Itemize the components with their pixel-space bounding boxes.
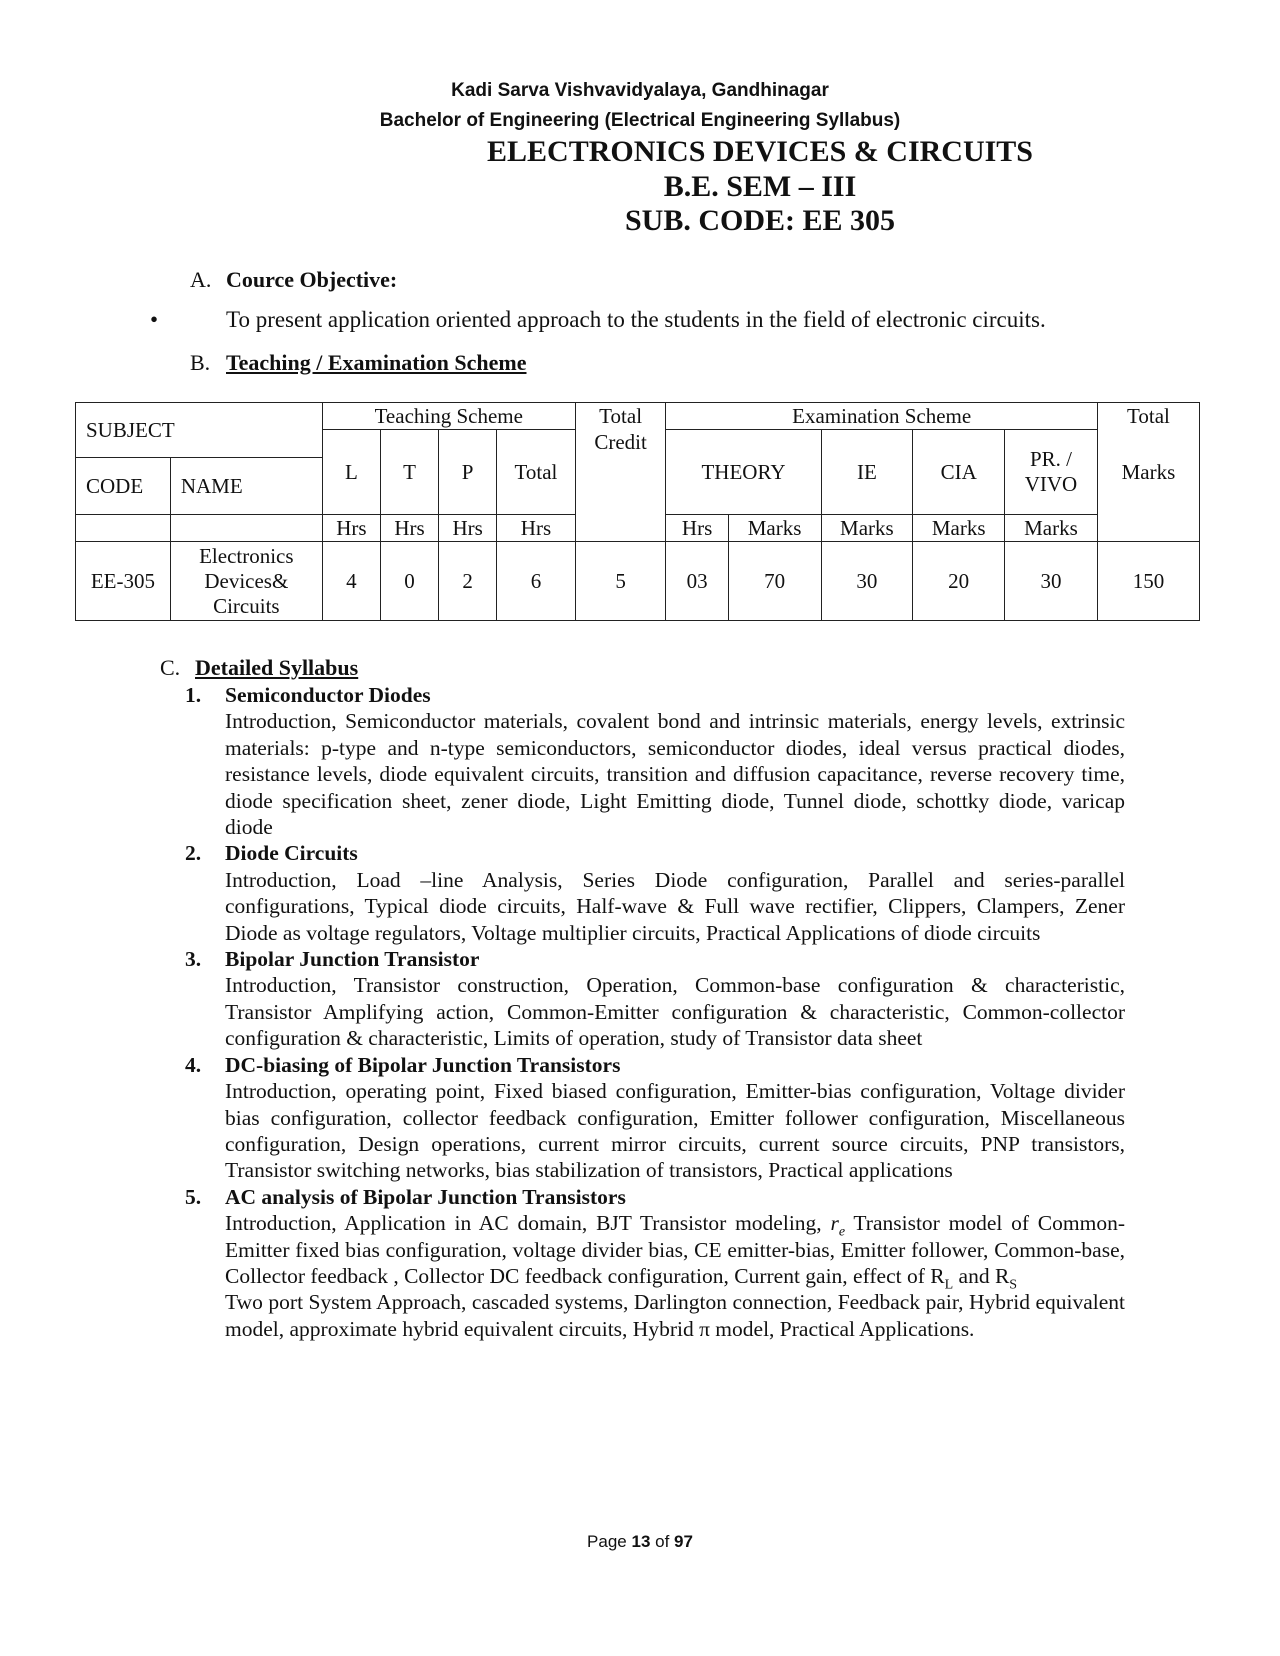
scheme-table [75,402,1200,621]
row-tutorial: 0 [380,542,438,621]
section-b-letter: B. [190,350,211,375]
section-c-title: Detailed Syllabus [195,655,359,680]
row-theory-hrs: 03 [666,542,728,621]
university-name: Kadi Sarva Vishvavidyalaya, Gandhinagar [451,80,829,101]
tutorial-header: T [380,430,438,515]
re-symbol-r: r [830,1211,839,1236]
total-marks-header: Total [1097,403,1199,430]
practical-header: P [439,430,497,515]
list-item [185,1052,1125,1184]
unit-hrs: Hrs [497,515,576,542]
list-item [185,840,1125,946]
unit-body [185,1210,1125,1293]
unit-body: Introduction, Load –line Analysis, Series Diode configuration, Parallel and series-parallel configurations, Typical diode circuits, Half-wave & Full wave rectifier, Clippers, Clampers, Zener Diode as voltage regulators, Voltage multiplier circuits, Practical Applications of diode circuits [225,867,1125,945]
row-total-hours: 6 [497,542,576,621]
code-header: CODE [76,458,171,515]
re-symbol-sub: e [838,1224,846,1240]
row-credit: 5 [575,542,666,621]
total-hours-header: Total [497,430,576,515]
row-practical: 2 [439,542,497,621]
unit-title [185,1184,1125,1210]
unit-title-text: AC analysis of Bipolar Junction Transistors [225,1184,626,1209]
section-b-title: Teaching / Examination Scheme [226,350,527,375]
pr-vivo-line2: VIVO [1024,472,1078,496]
unit-number: 2. [185,841,202,866]
list-item [185,1184,1125,1342]
unit-title-text: DC-biasing of Bipolar Junction Transistors [225,1052,621,1077]
unit-number: 5. [185,1184,202,1209]
unit-marks: Marks [1005,515,1098,542]
page-footer [0,1532,1280,1552]
unit-body-part: Introduction, Application in AC domain, BJT Transistor modeling, [225,1211,831,1236]
unit-number: 1. [185,683,202,707]
unit-number: 4. [185,1052,202,1077]
unit-body-part: and R [953,1263,1010,1288]
page-total: 97 [674,1532,693,1551]
program-name: Bachelor of Engineering (Electrical Engineering Syllabus) [379,110,901,131]
examination-scheme-header: Examination Scheme [666,403,1097,430]
total-credit-header-line1: Total [599,403,643,428]
unit-body: Introduction, Transistor construction, Operation, Common-base configuration & characteristic, Transistor Amplifying action, Common-Emitter configuration & characteristic, Common-collector configuration & characteristic, Limits of operation, study of Transistor data sheet [225,973,1125,1051]
unit-hrs: Hrs [666,515,728,542]
code-unit-blank [76,515,171,542]
row-pr-vivo: 30 [1005,542,1098,621]
total-marks-unit-blank [1097,515,1199,542]
semester-title: B.E. SEM – III [663,170,857,203]
unit-title-text: Diode Circuits [225,841,358,866]
row-name-line2: Devices& [204,568,289,593]
list-item [185,682,1125,840]
syllabus-list [185,682,1125,1342]
unit-title [185,1052,1125,1078]
teaching-scheme-header: Teaching Scheme [322,403,575,430]
unit-marks: Marks [728,515,821,542]
credit-unit-blank [575,515,666,542]
unit-title-text: Bipolar Junction Transistor [225,947,480,972]
section-c-heading [160,655,358,681]
footer-of: of [650,1532,675,1551]
objective-text: To present application oriented approach to the students in the field of electronic circuits. [226,307,1046,332]
subject-code-title: SUB. CODE: EE 305 [624,204,896,237]
unit-hrs: Hrs [322,515,380,542]
unit-marks: Marks [913,515,1005,542]
section-a-heading [190,267,397,293]
total-credit-blank [575,458,666,515]
subscript-l: L [944,1277,954,1293]
total-credit-header [575,403,666,430]
unit-title [185,946,1125,972]
row-cia: 20 [913,542,1005,621]
theory-header: THEORY [666,430,821,515]
bullet-icon: • [150,307,159,332]
subscript-s: S [1009,1277,1018,1293]
name-unit-blank [170,515,322,542]
row-name-line3: Circuits [213,593,280,618]
unit-number: 3. [185,947,202,972]
re-symbol [830,1211,846,1240]
unit-body-paragraph-2: Two port System Approach, cascaded systems, Darlington connection, Feedback pair, Hybrid equivalent model, approximate hybrid equivalent circuits, Hybrid π model, Practical Applications. [225,1290,1125,1341]
footer-prefix: Page [587,1532,632,1551]
unit-body: Introduction, Semiconductor materials, covalent bond and intrinsic materials, energy levels, extrinsic materials: p-type and n-type semiconductors, semiconductor diodes, ideal versus practical diodes, resistance levels, diode equivalent circuits, transition and diffusion capacitance, reverse recovery time, diode specification sheet, zener diode, Light Emitting diode, Tunnel diode, schottky diode, varicap diode [225,709,1125,840]
subject-header: SUBJECT [76,403,323,458]
row-name-line1: Electronics [199,543,294,568]
unit-body-part: Transistor model of Common-Emitter fixed bias configuration, voltage divider bias, CE emitter-bias, Emitter follower, Common-base, Collector feedback , Collector DC feedback configuration, Current gain, effect of R [225,1211,1125,1288]
section-c-letter: C. [160,655,181,680]
subject-title: ELECTRONICS DEVICES & CIRCUITS [487,135,1033,168]
unit-marks: Marks [821,515,913,542]
name-header: NAME [170,458,322,515]
page-number: 13 [631,1532,651,1551]
row-theory-marks: 70 [728,542,821,621]
section-b-heading [190,350,527,376]
row-lecture: 4 [322,542,380,621]
table-row [76,542,1200,621]
list-item [185,946,1125,1052]
unit-body: Introduction, operating point, Fixed biased configuration, Emitter-bias configuration, Voltage divider bias configuration, collector feedback configuration, Emitter follower configuration, Miscellaneous configuration, Design operations, current mirror circuits, current source circuits, PNP transistors, Transistor switching networks, bias stabilization of transistors, Practical applications [225,1079,1125,1183]
unit-title [185,682,1125,708]
pr-vivo-header [1005,430,1098,515]
row-code: EE-305 [76,542,171,621]
unit-title-text: Semiconductor Diodes [225,683,431,707]
section-a-letter: A. [190,267,212,292]
lecture-header: L [322,430,380,515]
section-a-title: Cource Objective: [226,267,398,292]
row-name [170,542,322,621]
unit-title [185,840,1125,866]
objective-item [150,307,1046,333]
total-marks-header-line2: Marks [1097,430,1199,515]
cia-header: CIA [913,430,1005,515]
pr-vivo-line1: PR. / [1029,447,1072,471]
total-credit-header-line2: Credit [575,430,666,458]
ie-header: IE [821,430,913,515]
row-ie: 30 [821,542,913,621]
unit-hrs: Hrs [439,515,497,542]
unit-hrs: Hrs [380,515,438,542]
row-total-marks: 150 [1097,542,1199,621]
